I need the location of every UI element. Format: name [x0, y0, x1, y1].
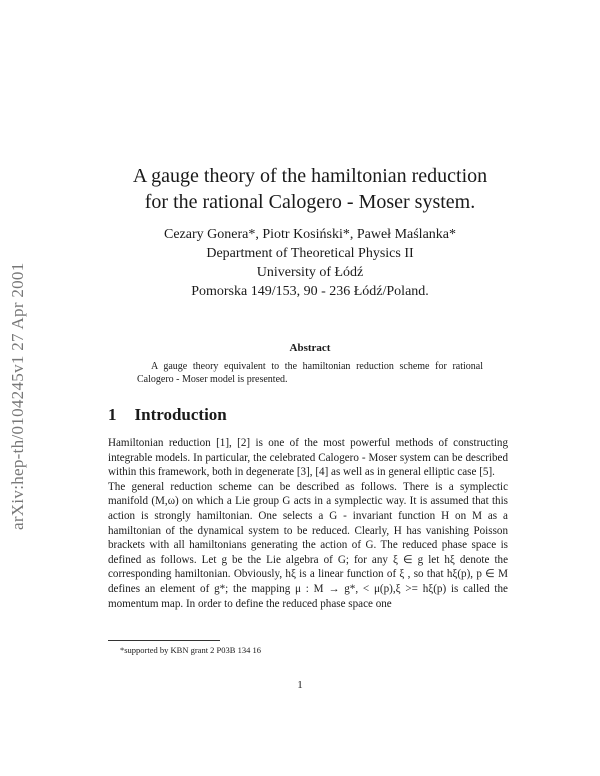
- author-block: [100, 225, 520, 301]
- affiliation-university: University of Łódź: [256, 265, 364, 280]
- footnote-rule: [108, 640, 220, 641]
- body-text: [108, 436, 508, 611]
- abstract-heading: Abstract: [289, 342, 331, 354]
- title-line: A gauge theory of the hamiltonian reduction: [132, 165, 488, 187]
- paragraph: Hamiltonian reduction [1], [2] is one of the most powerful methods of constructing integrable models. In particular, the celebrated Calogero - Moser system can be described within this framework, both in degenerate [3], [4] as well as in general elliptic case [5].: [108, 437, 508, 479]
- author-names: Cezary Gonera*, Piotr Kosiński*, Paweł Maślanka*: [164, 227, 456, 242]
- arxiv-identifier: arXiv:hep-th/0104245v1 27 Apr 2001: [8, 262, 27, 530]
- page-number: 1: [297, 679, 303, 691]
- title-line: for the rational Calogero - Moser system.: [144, 191, 476, 213]
- affiliation-address: Pomorska 149/153, 90 - 236 Łódź/Poland.: [191, 284, 429, 299]
- affiliation-department: Department of Theoretical Physics II: [206, 246, 414, 261]
- paper-title: [90, 163, 530, 215]
- section-number: 1: [108, 405, 117, 424]
- section-heading: [108, 405, 227, 425]
- abstract-text: A gauge theory equivalent to the hamiltonian reduction scheme for rational Calogero - Moser model is presented.: [137, 361, 483, 385]
- section-title: Introduction: [134, 405, 227, 424]
- paragraph: The general reduction scheme can be described as follows. There is a symplectic manifold (M,ω) on which a Lie group G acts in a symplectic way. It is assumed that this action is strongly hamiltonian. One selects a G - invariant function H on M as a hamiltonian of the dynamical system to be reduced. Clearly, H has vanishing Poisson brackets with all hamiltonians generating the action of G. The reduced phase space is defined as follows. Let g be the Lie algebra of G; for any ξ ∈ g let hξ denote the corresponding hamiltonian. Obviously, hξ is a linear function of ξ , so that hξ(p), p ∈ M defines an element of g*; the mapping μ : M → g*, < μ(p),ξ >= hξ(p) is called the momentum map. In order to define the reduced phase space one: [108, 480, 508, 610]
- footnote: *supported by KBN grant 2 P03B 134 16: [120, 645, 261, 655]
